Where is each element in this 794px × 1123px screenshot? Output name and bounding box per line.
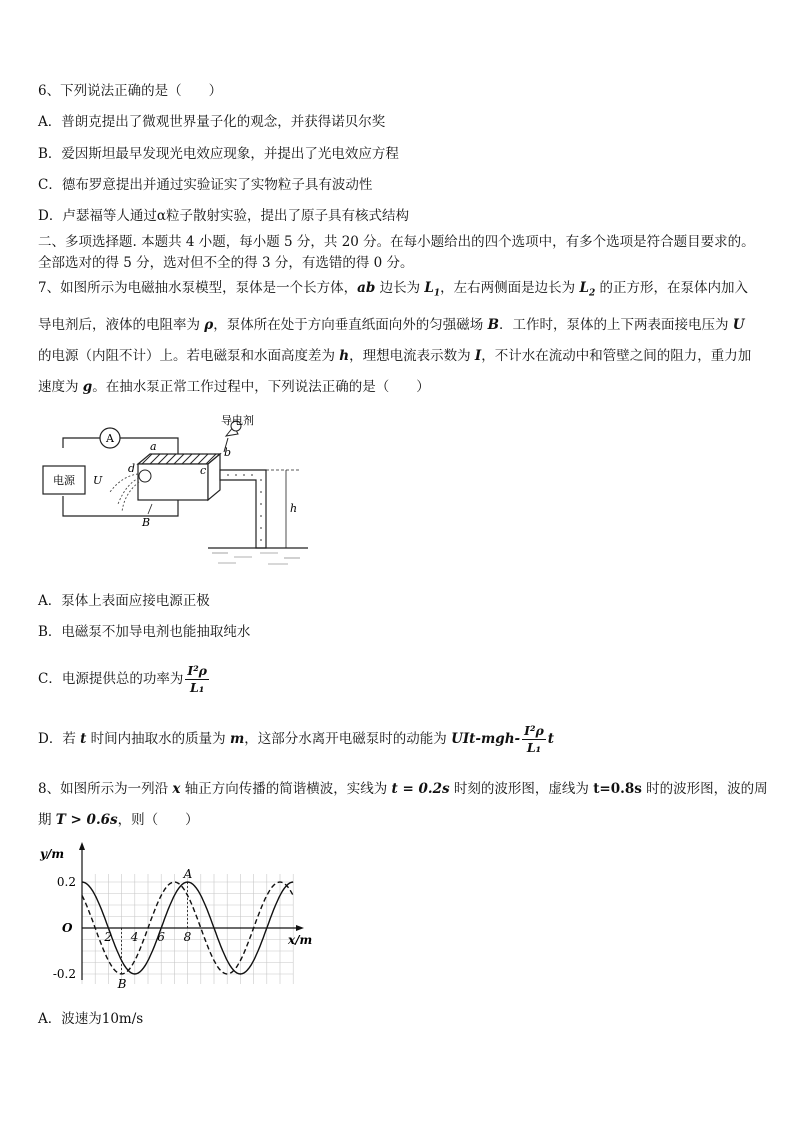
y-tick-label: -0.2	[52, 967, 76, 981]
x-axis-label: x/m	[288, 933, 313, 947]
x-tick-label: 2	[104, 930, 113, 944]
outlet-pipe	[220, 470, 266, 548]
wave-chart	[38, 840, 328, 990]
q7-option-c: C．电源提供总的功率为 $\frac{\text{I²ρ}}{\text{L₁}}$	[38, 663, 207, 695]
y-axis-label: y/m	[40, 847, 65, 861]
svg-text:B: B	[142, 516, 151, 529]
q7-option-a: A．泵体上表面应接电源正极	[38, 593, 210, 609]
q6-option-d: D．卢瑟福等人通过α粒子散射实验，提出了原子具有核式结构	[38, 208, 409, 224]
pump-body	[138, 464, 208, 500]
section2-line1: 二、多项选择题. 本题共 4 小题，每小题 5 分，共 20 分。在每小题给出的四个选项中，有多个选项是符合题目要求的。	[38, 234, 755, 250]
svg-text:A: A	[106, 432, 114, 445]
origin-label: O	[62, 921, 73, 935]
y-axis-arrow	[79, 842, 85, 850]
point-label-A: A	[183, 867, 193, 881]
svg-text:电源: 电源	[53, 474, 75, 487]
x-axis-arrow	[296, 925, 304, 931]
q8-stem-line1: 8、如图所示为一列沿 x 轴正方向传播的简谐横波，实线为 t = 0.2s 时刻的波形图，虚线为 t=0.8s 时的波形图，波的周	[38, 781, 768, 797]
pump-diagram	[38, 408, 308, 580]
svg-text:b: b	[224, 446, 232, 459]
svg-text:c: c	[200, 464, 207, 477]
q6-option-b: B．爱因斯坦最早发现光电效应现象，并提出了光电效应方程	[38, 146, 399, 162]
svg-text:a: a	[150, 440, 157, 453]
svg-text:导电剂: 导电剂	[221, 414, 254, 427]
q6-stem: 6、下列说法正确的是（ ）	[38, 83, 223, 99]
x-tick-label: 8	[183, 930, 192, 944]
x-tick-label: 4	[130, 930, 139, 944]
q6-option-a: A．普朗克提出了微观世界量子化的观念，并获得诺贝尔奖	[38, 114, 386, 130]
q7-option-d: D．若 t 时间内抽取水的质量为 m，这部分水离开电磁泵时的动能为 UIt-mgh- $\frac{\text{I²ρ}}{\text{L₁}}$ t	[38, 723, 555, 755]
q8-option-a: A．波速为10m/s	[38, 1011, 144, 1027]
chart-axes	[79, 842, 304, 980]
q7-option-b: B．电磁泵不加导电剂也能抽取纯水	[38, 624, 251, 640]
svg-text:U: U	[93, 474, 103, 487]
q6-option-c: C．德布罗意提出并通过实验证实了实物粒子具有波动性	[38, 177, 373, 193]
x-tick-label: 6	[157, 930, 165, 944]
svg-text:d: d	[128, 462, 136, 475]
q8-stem-line2: 期 T > 0.6s，则（ ）	[38, 812, 199, 828]
y-tick-label: 0.2	[56, 875, 76, 889]
point-label-B: B	[117, 977, 127, 990]
svg-text:h: h	[290, 502, 298, 515]
q7-stem: 7、如图所示为电磁抽水泵模型，泵体是一个长方体，ab 边长为 $L_1$，左右两侧面是边长为 $L_2$ 的正方形，在泵体内加入导电剂后，液体的电阻率为 ρ，泵体所在处于方向垂直纸面向外的匀强磁场 B．工作时，泵体的上下两表面接电压为 U 的电源（内阻不计）上。若电磁泵和水面高度差为 h，理想电流表示数为 I，不计水在流动中和管壁之间的阻力，重力加速度为 g。在抽水泵正常工作过程中，下列说法正确的是（ ）	[38, 280, 752, 395]
section2-line2: 全部选对的得 5 分，选对但不全的得 3 分，有选错的得 0 分。	[38, 255, 414, 271]
